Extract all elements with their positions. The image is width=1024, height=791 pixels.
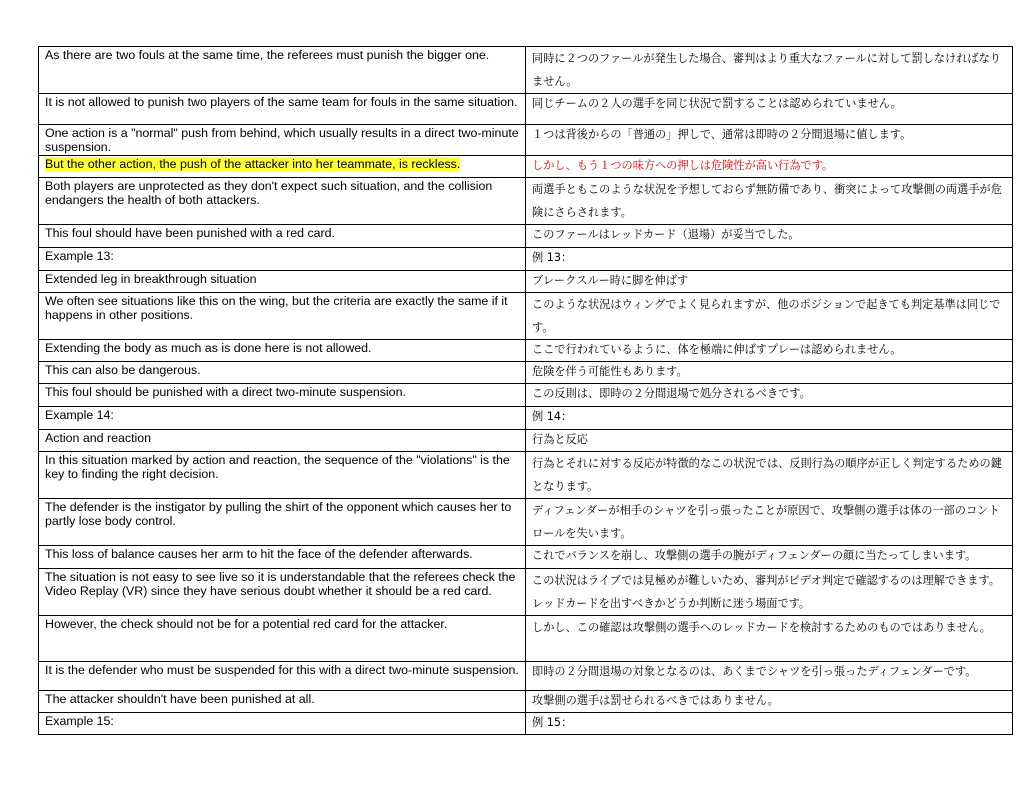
- translation-document: [38, 46, 1002, 735]
- table-row: [39, 662, 1013, 691]
- english-cell: Action and reaction: [39, 430, 526, 452]
- japanese-cell: 例 13：: [526, 248, 1013, 271]
- table-row: [39, 499, 1013, 546]
- table-row: [39, 616, 1013, 662]
- japanese-cell-red: しかし、もう１つの味方への押しは危険性が高い行為です。: [526, 156, 1013, 178]
- english-cell: It is the defender who must be suspended for this with a direct two-minute suspension.: [39, 662, 526, 691]
- english-cell: The attacker shouldn't have been punished at all.: [39, 691, 526, 713]
- english-cell: However, the check should not be for a potential red card for the attacker.: [39, 616, 526, 662]
- japanese-cell: 即時の２分間退場の対象となるのは、あくまでシャツを引っ張ったディフェンダーです。: [526, 662, 1013, 691]
- translation-table: [38, 46, 1013, 735]
- english-cell: As there are two fouls at the same time, the referees must punish the bigger one.: [39, 47, 526, 94]
- japanese-cell: 例 14：: [526, 407, 1013, 430]
- english-cell: The situation is not easy to see live so it is understandable that the referees check the Video Replay (VR) since they have serious doubt whether it should be a red card.: [39, 569, 526, 616]
- japanese-cell: これでバランスを崩し、攻撃側の選手の腕がディフェンダーの顔に当たってしまいます。: [526, 546, 1013, 569]
- english-cell: Both players are unprotected as they don't expect such situation, and the collision endangers the health of both attackers.: [39, 178, 526, 225]
- english-cell-highlighted: [39, 156, 526, 178]
- table-row: [39, 546, 1013, 569]
- japanese-cell: 両選手ともこのような状況を予想しておらず無防備であり、衝突によって攻撃側の両選手が危険にさらされます。: [526, 178, 1013, 225]
- english-cell: The defender is the instigator by pulling the shirt of the opponent which causes her to partly lose body control.: [39, 499, 526, 546]
- table-row: [39, 340, 1013, 362]
- table-row: [39, 293, 1013, 340]
- highlighted-text: But the other action, the push of the attacker into her teammate, is reckless.: [45, 157, 461, 171]
- english-cell: One action is a "normal" push from behind, which usually results in a direct two-minute suspension.: [39, 125, 526, 156]
- japanese-cell: この状況はライブでは見極めが難しいため、審判がビデオ判定で確認するのは理解できます。レッドカードを出すべきかどうか判断に迷う場面です。: [526, 569, 1013, 616]
- english-cell: This can also be dangerous.: [39, 362, 526, 384]
- japanese-cell: このファールはレッドカード（退場）が妥当でした。: [526, 225, 1013, 248]
- table-row: [39, 569, 1013, 616]
- japanese-cell: 危険を伴う可能性もあります。: [526, 362, 1013, 384]
- english-cell: This loss of balance causes her arm to hit the face of the defender afterwards.: [39, 546, 526, 569]
- japanese-cell: 攻撃側の選手は罰せられるべきではありません。: [526, 691, 1013, 713]
- english-cell: Example 14:: [39, 407, 526, 430]
- english-cell: We often see situations like this on the wing, but the criteria are exactly the same if it happens in other positions.: [39, 293, 526, 340]
- japanese-cell: 例 15：: [526, 713, 1013, 735]
- table-row: [39, 384, 1013, 407]
- english-cell: This foul should have been punished with a red card.: [39, 225, 526, 248]
- table-row: [39, 362, 1013, 384]
- table-row: [39, 47, 1013, 94]
- table-row: [39, 178, 1013, 225]
- table-row: [39, 430, 1013, 452]
- english-cell: Example 15:: [39, 713, 526, 735]
- table-row: [39, 248, 1013, 271]
- japanese-cell: ブレークスルー時に脚を伸ばす: [526, 271, 1013, 293]
- english-cell: Extended leg in breakthrough situation: [39, 271, 526, 293]
- japanese-cell: ディフェンダーが相手のシャツを引っ張ったことが原因で、攻撃側の選手は体の一部のコントロールを失います。: [526, 499, 1013, 546]
- japanese-cell: 同じチームの２人の選手を同じ状況で罰することは認められていません。: [526, 94, 1013, 125]
- table-row: [39, 94, 1013, 125]
- english-cell: Example 13:: [39, 248, 526, 271]
- table-row: [39, 125, 1013, 156]
- english-cell: This foul should be punished with a direct two-minute suspension.: [39, 384, 526, 407]
- table-row: [39, 713, 1013, 735]
- table-row: [39, 156, 1013, 178]
- japanese-cell: 同時に２つのファールが発生した場合、審判はより重大なファールに対して罰しなければなりません。: [526, 47, 1013, 94]
- japanese-cell: １つは背後からの「普通の」押しで、通常は即時の２分間退場に値します。: [526, 125, 1013, 156]
- japanese-cell: この反則は、即時の２分間退場で処分されるべきです。: [526, 384, 1013, 407]
- table-row: [39, 225, 1013, 248]
- japanese-cell: しかし、この確認は攻撃側の選手へのレッドカードを検討するためのものではありません。: [526, 616, 1013, 662]
- japanese-cell: 行為と反応: [526, 430, 1013, 452]
- japanese-cell: このような状況はウィングでよく見られますが、他のポジションで起きても判定基準は同じです。: [526, 293, 1013, 340]
- table-row: [39, 271, 1013, 293]
- table-row: [39, 407, 1013, 430]
- table-row: [39, 452, 1013, 499]
- english-cell: It is not allowed to punish two players of the same team for fouls in the same situation.: [39, 94, 526, 125]
- english-cell: In this situation marked by action and reaction, the sequence of the "violations" is the key to finding the right decision.: [39, 452, 526, 499]
- english-cell: Extending the body as much as is done here is not allowed.: [39, 340, 526, 362]
- japanese-cell: 行為とそれに対する反応が特徴的なこの状況では、反則行為の順序が正しく判定するための鍵となります。: [526, 452, 1013, 499]
- japanese-cell: ここで行われているように、体を極端に伸ばすプレーは認められません。: [526, 340, 1013, 362]
- table-row: [39, 691, 1013, 713]
